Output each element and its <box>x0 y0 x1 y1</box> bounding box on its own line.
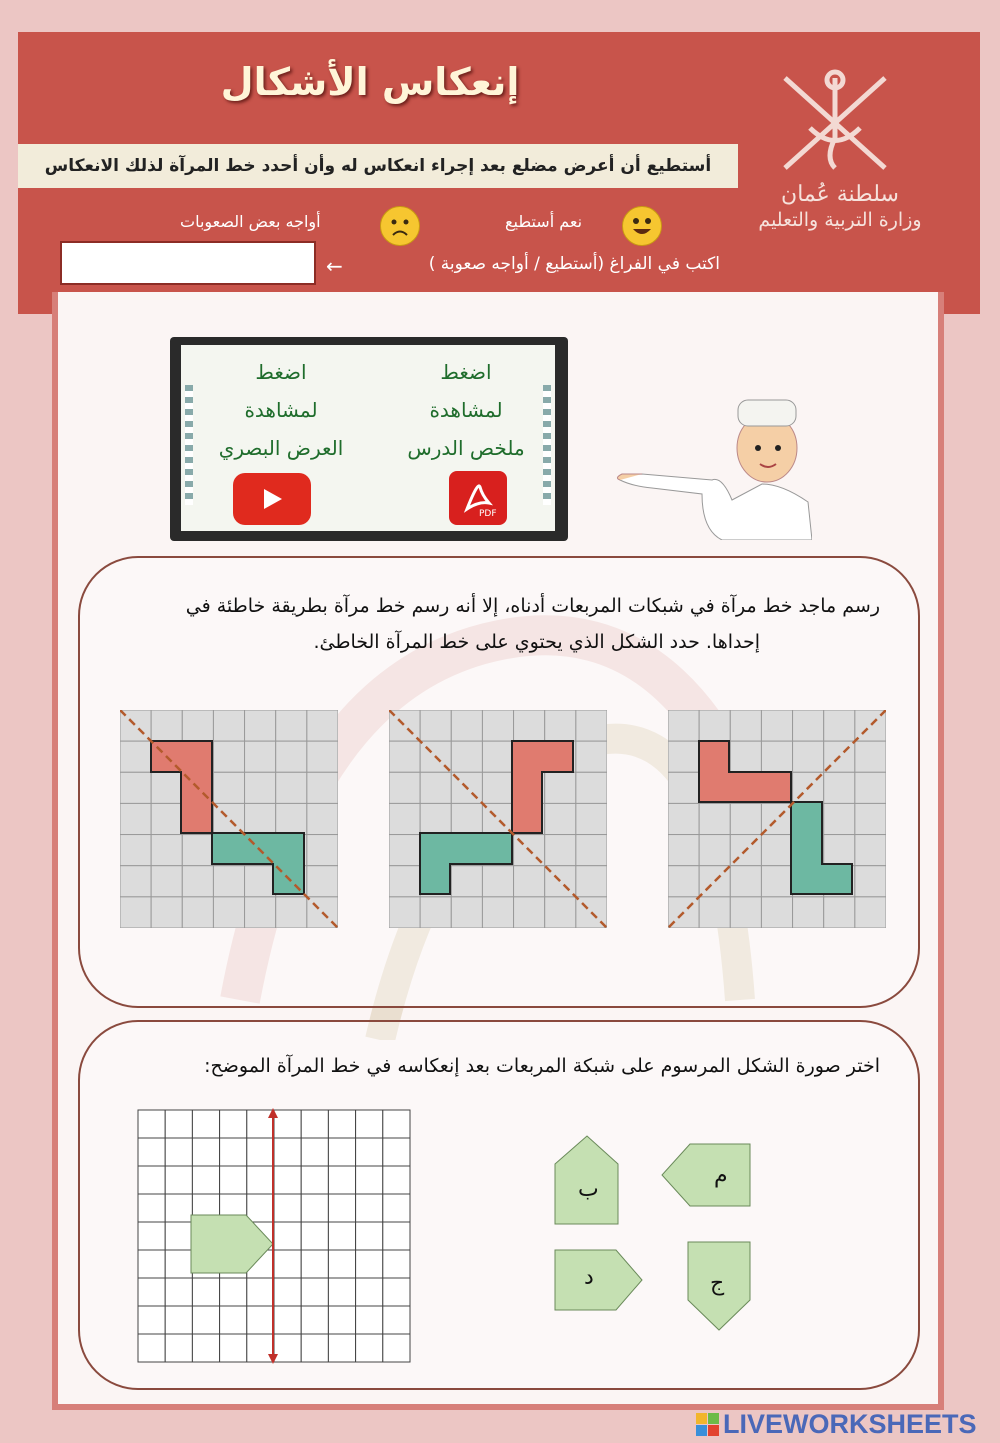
grid-cell <box>274 1250 301 1278</box>
svg-text:ب: ب <box>578 1177 599 1202</box>
option-m[interactable] <box>662 1144 750 1206</box>
grid-cell <box>301 1306 328 1334</box>
grid-cell <box>276 772 307 803</box>
grid-cell <box>165 1138 192 1166</box>
page-title: إنعكاس الأشكال <box>220 60 520 104</box>
grid-cell <box>138 1222 165 1250</box>
grid-cell <box>307 803 338 834</box>
grid-cell <box>389 803 420 834</box>
grid-cell <box>514 897 545 928</box>
visual-link[interactable]: اضغط لمشاهدة العرض البصري <box>218 360 344 460</box>
svg-text:م: م <box>714 1163 728 1188</box>
grid-cell <box>761 866 792 897</box>
grid-cell <box>220 1110 247 1138</box>
grid-cell <box>699 803 730 834</box>
grid-cell <box>855 897 886 928</box>
grid-cell <box>307 835 338 866</box>
grid-cell <box>245 741 276 772</box>
grid-cell <box>165 1222 192 1250</box>
grid-cell <box>451 803 482 834</box>
grid-cell <box>482 741 513 772</box>
mirror-grid-3[interactable] <box>668 710 886 928</box>
grid-cell <box>855 866 886 897</box>
grid-cell <box>824 803 855 834</box>
grid-cell <box>245 772 276 803</box>
grid-cell <box>274 1306 301 1334</box>
grid-cell <box>576 803 607 834</box>
grid-cell <box>855 772 886 803</box>
grid-cell <box>328 1278 355 1306</box>
ministry-emblem <box>745 58 935 258</box>
grid-cell <box>793 710 824 741</box>
grid-cell <box>699 710 730 741</box>
grid-cell <box>276 897 307 928</box>
grid-cell <box>420 772 451 803</box>
grid-cell <box>165 1278 192 1306</box>
grid-cell <box>138 1278 165 1306</box>
grid-cell <box>383 1166 410 1194</box>
play-icon <box>233 473 311 525</box>
grid-cell <box>451 897 482 928</box>
grid-cell <box>514 710 545 741</box>
grid-cell <box>482 897 513 928</box>
grid-cell <box>545 803 576 834</box>
grid-cell <box>165 1194 192 1222</box>
grid-cell <box>389 866 420 897</box>
grid-cell <box>138 1138 165 1166</box>
grid-cell <box>514 866 545 897</box>
grid-cell <box>389 741 420 772</box>
grid-cell <box>247 1194 274 1222</box>
grid-cell <box>213 741 244 772</box>
grid-cell <box>307 741 338 772</box>
grid-cell <box>855 803 886 834</box>
grid-cell <box>668 741 699 772</box>
answer-options <box>550 1132 760 1332</box>
grid-cell <box>793 897 824 928</box>
svg-text:ج: ج <box>710 1271 725 1296</box>
grid-cell <box>301 1138 328 1166</box>
happy-face-icon <box>622 206 662 246</box>
grid-cell <box>383 1306 410 1334</box>
reflection-grid <box>136 1108 412 1364</box>
grid-cell <box>824 897 855 928</box>
grid-cell <box>545 897 576 928</box>
grid-cell <box>730 741 761 772</box>
grid-cell <box>274 1334 301 1362</box>
grid-cell <box>245 710 276 741</box>
option-d[interactable] <box>555 1250 642 1310</box>
grid-cell <box>451 866 482 897</box>
grid-cell <box>855 835 886 866</box>
svg-text:د: د <box>584 1265 594 1290</box>
emblem-line1: سلطنة عُمان <box>781 182 899 207</box>
grid-cell <box>699 835 730 866</box>
grid-cell <box>301 1194 328 1222</box>
question2-text: اختر صورة الشكل المرسوم على شبكة المربعات بعد إنعكاسه في خط المرآة الموضح: <box>204 1055 880 1077</box>
grid-cell <box>213 897 244 928</box>
grid-cell <box>576 866 607 897</box>
grid-cell <box>120 835 151 866</box>
grid-cell <box>576 741 607 772</box>
option-j[interactable] <box>688 1242 750 1330</box>
grid-cell <box>420 897 451 928</box>
grid-cell <box>247 1138 274 1166</box>
grid-cell <box>301 1222 328 1250</box>
grid-cell <box>451 741 482 772</box>
grid-cell <box>420 710 451 741</box>
grid-cell <box>220 1306 247 1334</box>
grid-cell <box>356 1110 383 1138</box>
grid-cell <box>328 1194 355 1222</box>
mirror-grid-2[interactable] <box>389 710 607 928</box>
grid-cell <box>192 1306 219 1334</box>
grid-cell <box>761 897 792 928</box>
self-assessment-input[interactable] <box>60 241 316 285</box>
grid-cell <box>301 1334 328 1362</box>
grid-cell <box>328 1110 355 1138</box>
grid-cell <box>328 1250 355 1278</box>
grid-cell <box>138 1250 165 1278</box>
grid-cell <box>389 772 420 803</box>
grid-cell <box>307 710 338 741</box>
grid-cell <box>761 710 792 741</box>
grid-cell <box>482 866 513 897</box>
difficulty-label: أواجه بعض الصعوبات <box>180 212 321 231</box>
grid-cell <box>668 710 699 741</box>
grid-cell <box>213 866 244 897</box>
grid-cell <box>151 835 182 866</box>
grid-cell <box>824 835 855 866</box>
grid-cell <box>301 1250 328 1278</box>
grid-cell <box>545 835 576 866</box>
grid-cell <box>274 1110 301 1138</box>
grid-cell <box>192 1138 219 1166</box>
grid-cell <box>668 803 699 834</box>
grid-cell <box>120 803 151 834</box>
youtube-button[interactable] <box>233 473 311 525</box>
board-screen <box>181 345 555 531</box>
grid-cell <box>761 835 792 866</box>
grid-cell <box>328 1306 355 1334</box>
write-instruction: اكتب في الفراغ (أستطيع / أواجه صعوبة ) <box>428 254 720 274</box>
liveworksheets-logo: LIVEWORKSHEETS <box>696 1408 996 1440</box>
grid-cell <box>120 897 151 928</box>
grid-cell <box>383 1110 410 1138</box>
grid-cell <box>356 1306 383 1334</box>
grid-cell <box>220 1278 247 1306</box>
grid-cell <box>855 741 886 772</box>
grid-cell <box>138 1334 165 1362</box>
grid-cell <box>247 1306 274 1334</box>
grid-cell <box>192 1278 219 1306</box>
grid-cell <box>276 710 307 741</box>
grid-cell <box>730 897 761 928</box>
grid-cell <box>192 1166 219 1194</box>
grid-cell <box>276 741 307 772</box>
grid-cell <box>545 710 576 741</box>
question1-line1: رسم ماجد خط مرآة في شبكات المربعات أدناه، إلا أنه رسم خط مرآة بطريقة خاطئة في <box>185 595 880 617</box>
grid-cell <box>213 772 244 803</box>
grid-cell <box>220 1166 247 1194</box>
grid-cell <box>389 897 420 928</box>
grid-cell <box>138 1166 165 1194</box>
can-label: نعم أستطيع <box>505 212 583 231</box>
grid-cell <box>356 1334 383 1362</box>
grid-cell <box>151 897 182 928</box>
boy-pointing-illustration <box>612 390 812 540</box>
grid-cell <box>576 772 607 803</box>
grid-cell <box>245 803 276 834</box>
emblem-line2: وزارة التربية والتعليم <box>758 209 922 231</box>
grid-cell <box>165 1166 192 1194</box>
grid-cell <box>482 710 513 741</box>
grid-cell <box>301 1166 328 1194</box>
grid-cell <box>151 710 182 741</box>
grid-cell <box>730 866 761 897</box>
grid-cell <box>356 1166 383 1194</box>
grid-cell <box>276 803 307 834</box>
grid-cell <box>824 772 855 803</box>
grid-cell <box>356 1138 383 1166</box>
grid-cell <box>420 803 451 834</box>
grid-cell <box>120 866 151 897</box>
grid-cell <box>120 772 151 803</box>
grid-cell <box>328 1166 355 1194</box>
grid-cell <box>328 1138 355 1166</box>
grid-cell <box>576 710 607 741</box>
grid-cell <box>245 866 276 897</box>
grid-cell <box>328 1222 355 1250</box>
grid-cell <box>389 835 420 866</box>
grid-cell <box>213 710 244 741</box>
grid-cell <box>274 1166 301 1194</box>
grid-cell <box>699 897 730 928</box>
grid-cell <box>730 710 761 741</box>
grid-cell <box>220 1138 247 1166</box>
grid-cell <box>576 835 607 866</box>
khanjar-emblem-icon <box>745 58 935 178</box>
grid-cell <box>274 1278 301 1306</box>
grid-cell <box>182 897 213 928</box>
grid-cell <box>182 710 213 741</box>
grid-cell <box>824 710 855 741</box>
grid-cell <box>545 772 576 803</box>
grid-cell <box>761 741 792 772</box>
grid-cell <box>120 741 151 772</box>
grid-cell <box>451 710 482 741</box>
grid-cell <box>383 1138 410 1166</box>
grid-cell <box>274 1194 301 1222</box>
sad-face-icon <box>380 206 420 246</box>
grid-cell <box>668 772 699 803</box>
grid-cell <box>165 1334 192 1362</box>
grid-cell <box>165 1250 192 1278</box>
grid-cell <box>668 835 699 866</box>
grid-cell <box>245 897 276 928</box>
grid-cell <box>482 772 513 803</box>
grid-cell <box>383 1222 410 1250</box>
grid-cell <box>192 1334 219 1362</box>
grid-cell <box>668 866 699 897</box>
grid-cell <box>192 1110 219 1138</box>
grid-cell <box>307 866 338 897</box>
grid-cell <box>182 866 213 897</box>
pdf-button[interactable]: PDF <box>449 471 507 525</box>
pdf-icon <box>449 471 507 525</box>
grid-cell <box>356 1222 383 1250</box>
grid-cell <box>151 866 182 897</box>
learning-goal: أستطيع أن أعرض مضلع بعد إجراء انعكاس له وأن أحدد خط المرآة لذلك الانعكاس <box>18 144 738 188</box>
grid-cell <box>165 1110 192 1138</box>
grid-cell <box>138 1110 165 1138</box>
grid-cell <box>151 803 182 834</box>
grid-cell <box>383 1250 410 1278</box>
grid-cell <box>301 1110 328 1138</box>
grid-cell <box>307 772 338 803</box>
logo-squares-icon <box>696 1413 719 1436</box>
grid-cell <box>165 1306 192 1334</box>
grid-cell <box>247 1278 274 1306</box>
grid-cell <box>383 1334 410 1362</box>
grid-cell <box>356 1194 383 1222</box>
grid-cell <box>383 1278 410 1306</box>
grid-cell <box>138 1306 165 1334</box>
grid-cell <box>730 803 761 834</box>
grid-cell <box>138 1194 165 1222</box>
summary-link[interactable]: اضغط لمشاهدة ملخص الدرس <box>407 360 525 460</box>
grid-cell <box>793 741 824 772</box>
question1-line2: إحداها. حدد الشكل الذي يحتوي على خط المرآة الخاطئ. <box>313 631 760 653</box>
grid-cell <box>356 1250 383 1278</box>
arrow-left-icon: ← <box>326 254 343 278</box>
grid-cell <box>247 1166 274 1194</box>
grid-cell <box>383 1194 410 1222</box>
option-b[interactable] <box>555 1136 618 1224</box>
grid-cell <box>274 1138 301 1166</box>
grid-cell <box>182 835 213 866</box>
grid-cell <box>328 1334 355 1362</box>
grid-cell <box>220 1334 247 1362</box>
grid-cell <box>356 1278 383 1306</box>
grid-cell <box>274 1222 301 1250</box>
grid-cell <box>301 1278 328 1306</box>
mirror-grid-1[interactable] <box>120 710 338 928</box>
grid-cell <box>151 772 182 803</box>
